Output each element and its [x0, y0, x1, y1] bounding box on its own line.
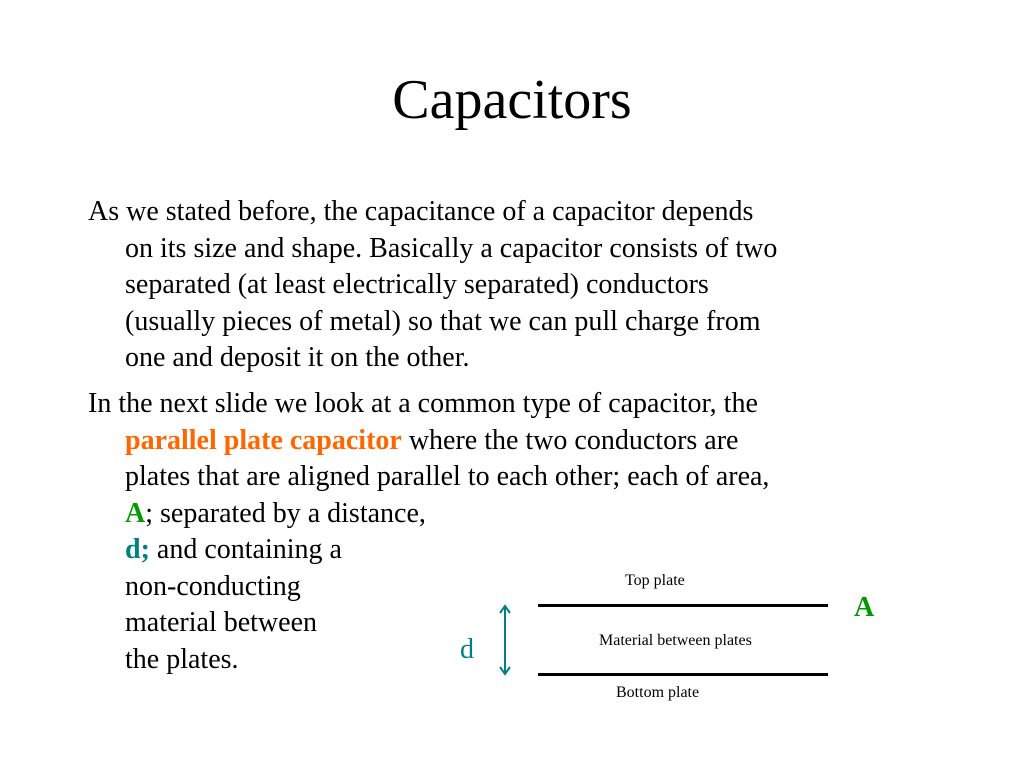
slide-title: Capacitors [392, 69, 632, 131]
paragraph-line: separated (at least electrically separated) conductors [125, 269, 709, 300]
material-label: Material between plates [599, 632, 752, 649]
paragraph-line [88, 532, 948, 569]
bottom-plate-label: Bottom plate [616, 684, 700, 701]
paragraph-line: (usually pieces of metal) so that we can pull charge from [125, 305, 761, 337]
bottom-plate [538, 673, 828, 676]
highlight-term-area: A [125, 497, 146, 529]
highlight-term-distance: d; [125, 534, 150, 565]
paragraph-line: non-conducting [125, 570, 301, 602]
area-label: A [854, 592, 875, 623]
paragraph-line: plates that are aligned parallel to each other; each of area, [125, 461, 770, 492]
paragraph-line: material between [125, 607, 318, 638]
highlight-term-parallel-plate: parallel plate capacitor [125, 424, 402, 456]
paragraph-line: on its size and shape. Basically a capacitor consists of two [125, 232, 778, 264]
paragraph-text: ; separated by a distance, [145, 497, 426, 529]
paragraph-line: As we stated before, the capacitance of a capacitor depends [88, 196, 754, 227]
paragraph-text: where the two conductors are [401, 424, 739, 456]
parallel-plate-diagram [440, 565, 900, 715]
paragraph-line: In the next slide we look at a common type of capacitor, the [88, 388, 758, 419]
paragraph-line [88, 423, 948, 460]
top-plate [538, 604, 828, 607]
paragraph-intro [88, 194, 948, 377]
paragraph-line: the plates. [125, 643, 239, 675]
distance-arrow-icon [495, 603, 515, 677]
paragraph-line [88, 496, 948, 533]
distance-label: d [460, 634, 474, 665]
paragraph-text: and containing a [149, 534, 342, 565]
paragraph-line: one and deposit it on the other. [125, 342, 470, 373]
top-plate-label: Top plate [625, 572, 685, 589]
